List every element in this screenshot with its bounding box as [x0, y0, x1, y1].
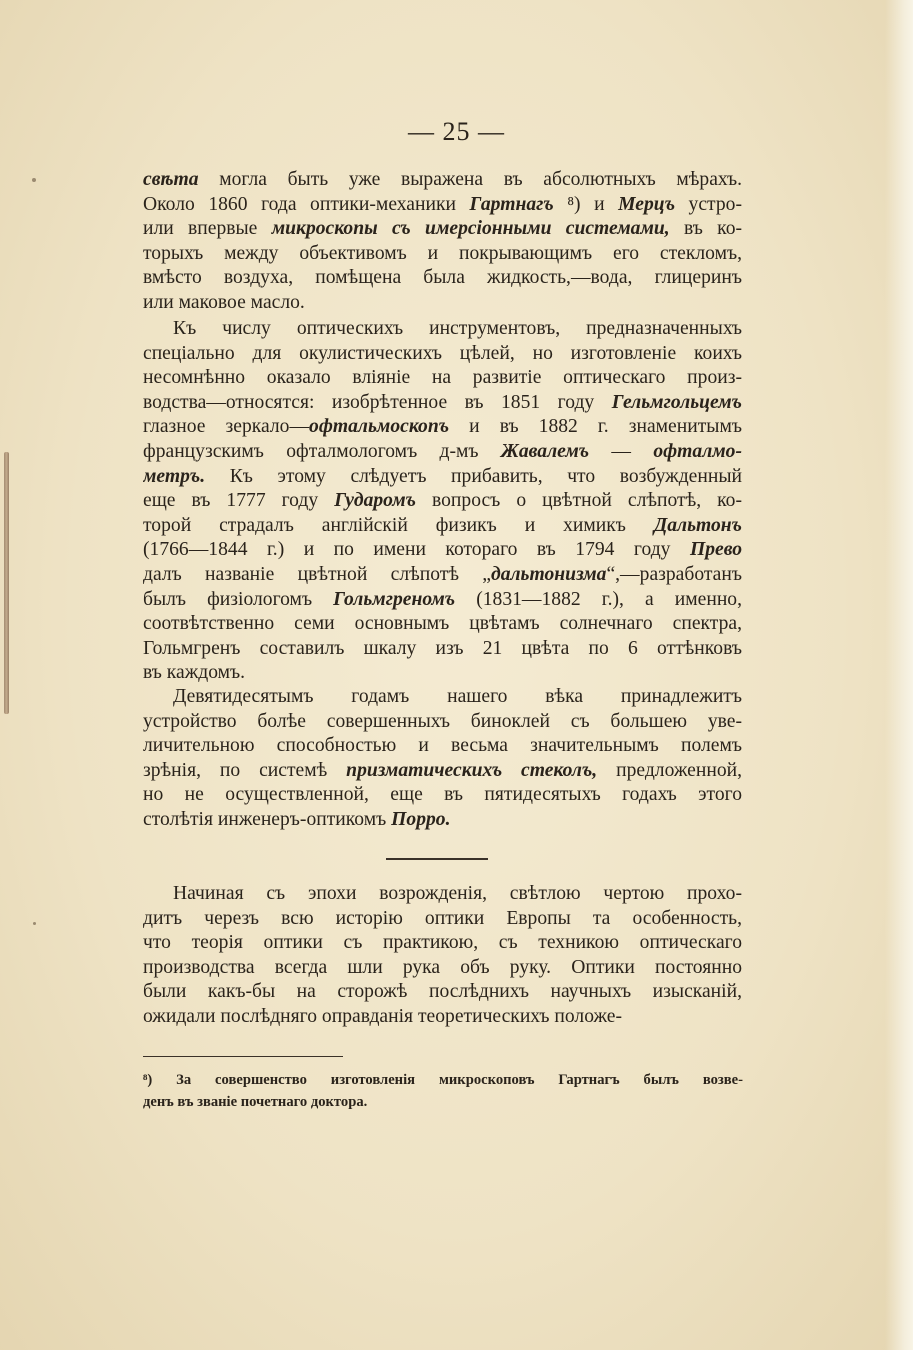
text-line [143, 317, 742, 342]
text-line [143, 538, 742, 563]
text-line [143, 465, 742, 490]
text-line [143, 168, 742, 193]
text-line [143, 882, 742, 907]
text-run: въ ко- [669, 218, 742, 240]
text-line [143, 391, 742, 416]
text-run: французскимъ офталмологомъ д-мъ [143, 440, 501, 462]
footnote-line: денъ въ званіе почетнаго доктора. [143, 1094, 368, 1110]
text-line [143, 808, 742, 833]
paper-speck [32, 178, 36, 182]
text-line [143, 907, 742, 932]
text-line [143, 563, 742, 588]
emphasized-term: Мерцъ [618, 193, 676, 215]
text-run: торыхъ между объективомъ и покрывающимъ его стекломъ, [143, 242, 742, 264]
text-run: вмѣсто воздуха, помѣщена была жидкость,—вода, глицеринъ [143, 267, 742, 289]
binding-edge [4, 452, 9, 714]
text-line [143, 931, 742, 956]
text-run: несомнѣнно оказало вліяніе на развитіе оптическаго произ- [143, 367, 742, 389]
page-number: — 25 — [408, 117, 505, 146]
paragraph [143, 317, 742, 686]
footnote-divider [143, 1056, 343, 1057]
text-line [143, 759, 742, 784]
paragraph [143, 685, 742, 833]
text-run: Около 1860 года оптики-механики [143, 193, 470, 215]
text-run: производства всегда шли рука объ руку. Оптики постоянно [143, 956, 742, 978]
emphasized-term: Гельмгольцемъ [611, 391, 742, 413]
text-line [143, 734, 742, 759]
text-run: ⁸) и [553, 193, 619, 215]
text-run: соотвѣтственно семи основнымъ цвѣтамъ солнечнаго спектра, [143, 613, 742, 635]
text-run: Къ этому слѣдуетъ прибавить, что возбужденный [205, 465, 742, 487]
text-run: вопросъ о цвѣтной слѣпотѣ, ко- [415, 490, 742, 512]
text-run: но не осуществленной, еще въ пятидесятыхъ годахъ этого [143, 784, 742, 806]
emphasized-term: свѣта [143, 169, 199, 190]
text-run: Къ числу оптическихъ инструментовъ, предназначенныхъ [173, 318, 742, 339]
text-run: еще въ 1777 году [143, 490, 335, 512]
text-line [143, 661, 742, 686]
text-run: и въ 1882 г. знаменитымъ [449, 416, 742, 438]
text-line [143, 342, 742, 367]
text-line [143, 956, 742, 981]
text-line [143, 366, 742, 391]
text-line [143, 783, 742, 808]
emphasized-term: офтальмоскопъ [309, 416, 450, 438]
text-line [143, 612, 742, 637]
text-line [143, 193, 742, 218]
emphasized-term: Гольмгреномъ [333, 588, 456, 610]
text-run: — [589, 440, 654, 462]
text-run: Гольмгренъ составилъ шкалу изъ 21 цвѣта по 6 оттѣнковъ [143, 637, 742, 659]
paper-speck [33, 922, 36, 925]
text-run: устройство болѣе совершенныхъ биноклей съ большею уве- [143, 710, 742, 732]
text-run: или маковое масло. [143, 291, 305, 313]
text-run: Девятидесятымъ годамъ нашего вѣка принадлежитъ [173, 686, 742, 707]
section-divider [386, 858, 488, 860]
paragraph [143, 168, 742, 316]
text-run: торой страдалъ англійскій физикъ и химикъ [143, 514, 654, 536]
text-run: могла быть уже выражена въ абсолютныхъ мѣрахъ. [198, 169, 742, 190]
emphasized-term: Порро. [391, 808, 451, 830]
text-line [143, 1005, 742, 1030]
text-run: глазное зеркало— [143, 416, 310, 438]
text-run: “,—разработанъ [606, 563, 742, 585]
text-line [143, 242, 742, 267]
text-run: личительною способностью и весьма значительнымъ полемъ [143, 735, 742, 757]
emphasized-term: микроскопы съ имерсіонными системами, [271, 218, 670, 240]
text-run: ожидали послѣдняго оправданія теоретическихъ положе- [143, 1005, 623, 1027]
text-line [143, 415, 742, 440]
page-edge-shadow [885, 0, 913, 1350]
text-run: были какъ-бы на сторожѣ послѣднихъ научныхъ изысканій, [143, 981, 742, 1003]
text-line [143, 489, 742, 514]
text-line [143, 710, 742, 735]
emphasized-term: Жавалемъ [500, 440, 590, 462]
footnote-line: ⁸) За совершенство изготовленія микроскоповъ Гартнагъ былъ возве- [143, 1072, 743, 1088]
emphasized-term: призматическихъ стеколъ, [346, 759, 598, 781]
text-run: Начиная съ эпохи возрожденія, свѣтлою чертою прохо- [173, 883, 742, 904]
text-line [143, 266, 742, 291]
footnote [143, 1069, 743, 1113]
emphasized-term: метръ. [143, 465, 206, 487]
text-run: предложенной, [597, 759, 742, 781]
text-run: водства—относятся: изобрѣтенное въ 1851 году [143, 391, 612, 413]
emphasized-term: Прево [689, 539, 742, 561]
text-run: спеціально для окулистическихъ цѣлей, но изготовленіе коихъ [143, 342, 742, 364]
emphasized-term: офталмо- [653, 440, 742, 462]
text-run: или впервые [143, 218, 272, 240]
text-line [143, 514, 742, 539]
text-run: зрѣнія, по системѣ [143, 759, 347, 781]
text-run: дитъ черезъ всю исторію оптики Европы та особенность, [143, 907, 742, 929]
text-run: въ каждомъ. [143, 662, 246, 684]
text-run: былъ физіологомъ [143, 588, 334, 610]
text-run: что теорія оптики съ практикою, съ техникою оптическаго [143, 932, 742, 954]
text-line [143, 980, 742, 1005]
text-run: (1831—1882 г.), а именно, [455, 588, 742, 610]
text-run: (1766—1844 г.) и по имени котораго въ 1794 году [143, 539, 690, 561]
emphasized-term: дальтонизма [490, 563, 607, 585]
text-line [143, 440, 742, 465]
text-line [143, 685, 742, 710]
text-line [143, 588, 742, 613]
text-run: далъ названіе цвѣтной слѣпотѣ „ [143, 563, 491, 585]
paragraph [143, 882, 742, 1030]
text-run: устро- [675, 193, 742, 215]
text-line [143, 217, 742, 242]
emphasized-term: Дальтонъ [653, 514, 742, 536]
emphasized-term: Гартнагъ [469, 193, 554, 215]
text-line [143, 291, 742, 316]
text-run: столѣтія инженеръ-оптикомъ [143, 808, 392, 830]
emphasized-term: Гударомъ [334, 490, 416, 512]
text-line [143, 637, 742, 662]
